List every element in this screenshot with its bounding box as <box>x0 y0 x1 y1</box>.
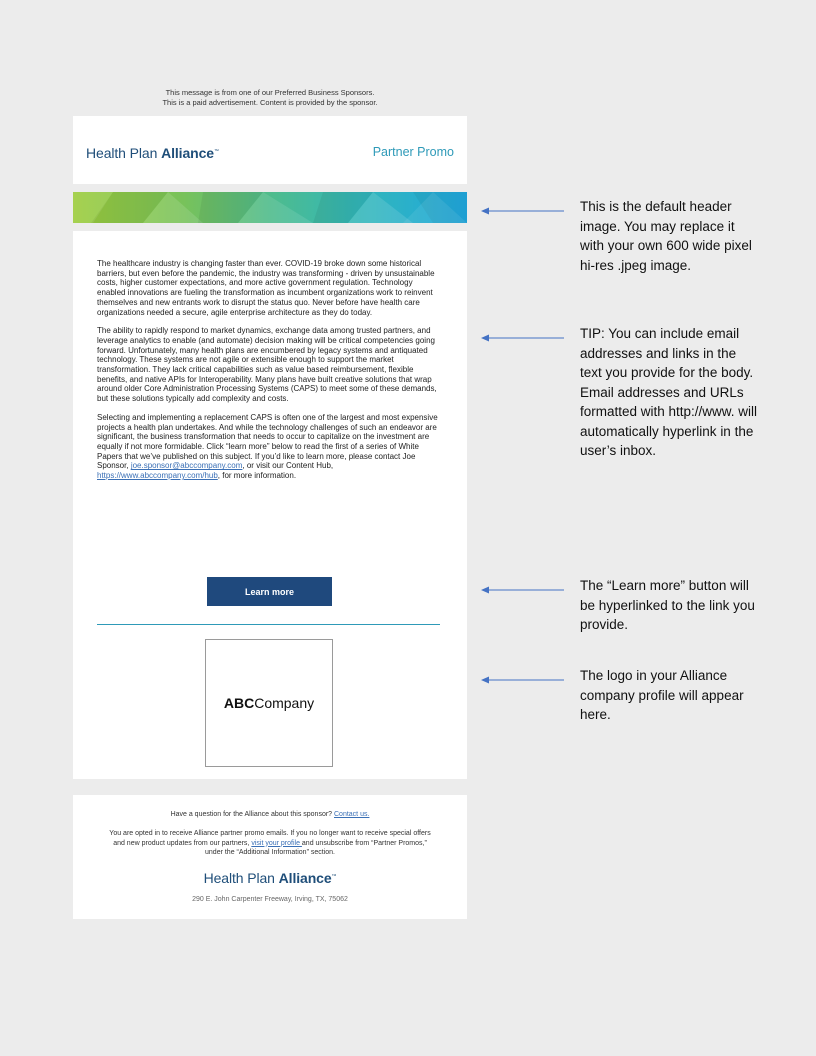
email-footer <box>73 795 467 919</box>
footer-address: 290 E. John Carpenter Freeway, Irving, TX, 75062 <box>192 896 348 903</box>
body-paragraph-2: The ability to rapidly respond to market dynamics, exchange data among trusted partners, and leverage analytics to enable (and automate) decision making will be critical competencies going forward. Unfortunately, many health plans are encumbered by legacy systems and antiquated technology. These systems are not agile or extensible enough to support the market transformation. They lack critical capabilities such as value based reimbursement, flexible benefits, and native APIs for Interoperability. Many plans have built creative solutions that wrap around older Core Administration Processing Systems (CAPS) to meet some of these demands, but these solutions typically add complexity and costs. <box>97 326 437 404</box>
divider <box>97 624 440 625</box>
footer-question: Have a question for the Alliance about this sponsor? Contact us. <box>170 811 370 818</box>
logo-text-regular: Health Plan <box>86 145 162 161</box>
footer-logo-text-bold: Alliance <box>278 870 332 886</box>
email-header <box>73 116 467 184</box>
body-paragraph-3: Selecting and implementing a replacement CAPS is often one of the largest and most expensive projects a health plan undertakes. And while the technology challenges of such an endeavor are significant, the business transformation that needs to occur to capitalize on the investment are equally if not more formidable. Click “learn more” below to read the first of a series of White Papers that we’ve published on this subject. If you’d like to learn more, please contact Joe Sponsor, joe.sponsor@abccompany.com, or visit our Content Hub, https://www.abccompany.com/hub, for more information. <box>97 412 438 481</box>
contact-us-link[interactable]: Contact us. <box>334 811 370 818</box>
logo-trademark: ™ <box>213 148 219 155</box>
sponsor-disclaimer <box>73 88 467 107</box>
sponsor-company-logo <box>205 639 333 767</box>
logo-text-bold: Alliance <box>161 145 214 161</box>
note-learn-more-button: The “Learn more” button will be hyperlinked to the link you provide. <box>580 578 755 632</box>
health-plan-alliance-logo[interactable] <box>86 145 219 161</box>
note-header-image: This is the default header image. You may replace it with your own 600 wide pixel hi-res .jpeg image. <box>580 199 752 273</box>
arrow-left-icon <box>480 674 566 686</box>
footer-alliance-logo[interactable] <box>73 870 467 886</box>
email-body <box>73 231 467 779</box>
sponsor-logo-rest: Company <box>254 695 315 711</box>
sponsor-logo-bold: ABC <box>223 695 255 711</box>
partner-promo-label: Partner Promo <box>372 145 454 159</box>
email-link[interactable]: joe.sponsor@abccompany.com <box>130 461 243 471</box>
disclaimer-line-2: This is a paid advertisement. Content is provided by the sponsor. <box>162 97 378 107</box>
note-tip-links: TIP: You can include email addresses and links in the text you provide for the body. Email addresses and URLs formatted with http://www. will automatically hyperlink in the user’s inbox. <box>580 326 758 458</box>
footer-optin-text: You are opted in to receive Alliance partner promo emails. If you no longer want to receive special offers and new product updates from our partners, visit your profile and unsubscribe from “Partner Promos,” under the “Additional Information” section. <box>109 830 431 856</box>
arrow-left-icon <box>480 332 566 344</box>
learn-more-button[interactable]: Learn more <box>207 577 332 606</box>
arrow-left-icon <box>480 205 566 217</box>
visit-profile-link[interactable]: visit your profile <box>251 839 302 847</box>
disclaimer-line-1: This message is from one of our Preferred Business Sponsors. <box>165 88 375 97</box>
body-paragraph-1: The healthcare industry is changing faster than ever. COVID-19 broke down some historical barriers, but even before the pandemic, the industry was transforming - driven by unsustainable costs, higher customer expectations, and more active government regulation. Technology enabled innovations are fueling the transformation as incumbent organizations work to reinvent themselves and new entrants work to disrupt the status quo. Never before have health care organizations needed a secure, agile enterprise architecture as they do today. <box>97 259 435 317</box>
arrow-left-icon <box>480 584 566 596</box>
body-text <box>97 259 443 490</box>
header-banner-image <box>73 192 467 223</box>
note-company-logo: The logo in your Alliance company profile will appear here. <box>580 668 744 722</box>
footer-logo-text-regular: Health Plan <box>203 870 279 886</box>
footer-logo-trademark: ™ <box>331 873 337 880</box>
content-hub-link[interactable]: https://www.abccompany.com/hub <box>97 471 218 481</box>
